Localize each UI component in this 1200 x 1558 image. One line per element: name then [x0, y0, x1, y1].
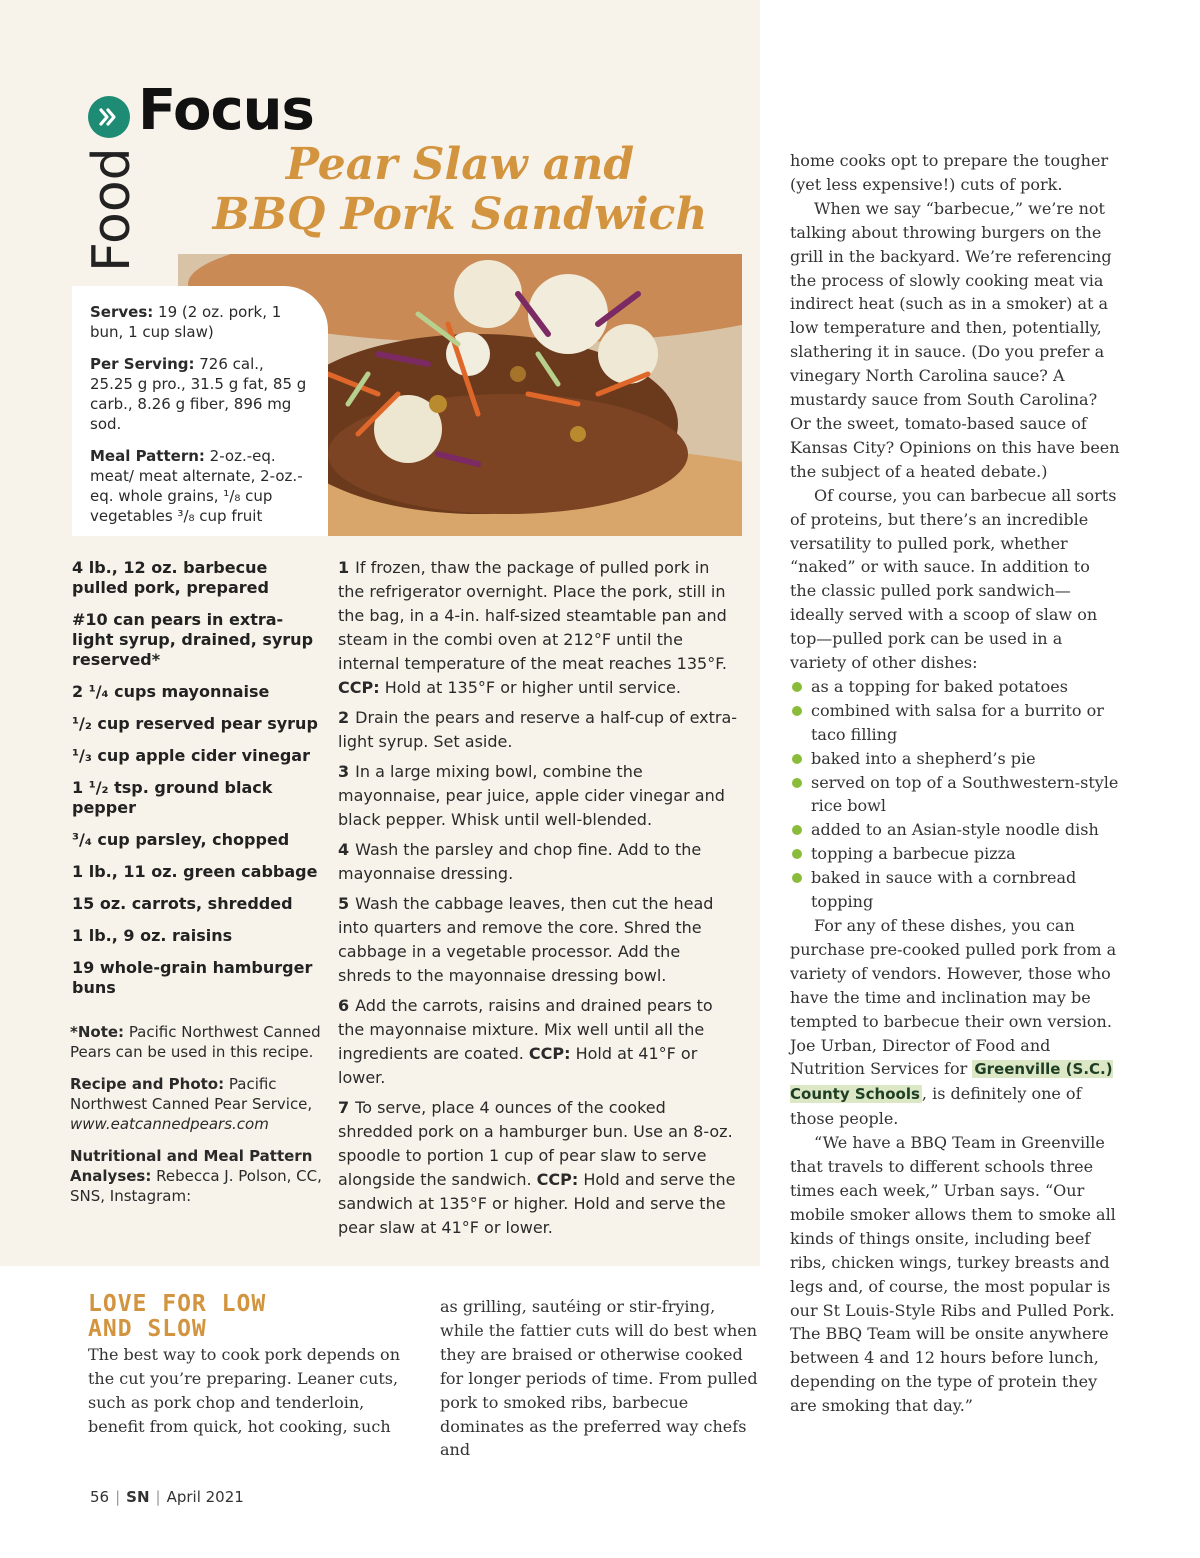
ingredient-item: 1 ¹/₂ tsp. ground black pepper: [72, 778, 273, 817]
list-item: [790, 818, 1120, 842]
article-paragraph: “We have a BBQ Team in Greenville that travels to different schools three times each week,” Urban says. “Our mobile smoker allows them to smoke all kinds of things onsite, including beef ribs, chicken wings, turkey breasts and legs and, of course, the most popular is our St Louis-Style Ribs and Pulled Pork. The BBQ Team will be onsite anywhere between 4 and 12 hours before lunch, depending on the type of protein they are smoking that day.”: [790, 1133, 1116, 1416]
section-label: Food: [82, 147, 142, 272]
list-item-text: combined with salsa for a burrito or taco filling: [811, 700, 1104, 744]
list-item-text: topping a barbecue pizza: [811, 844, 1016, 864]
footer-divider: |: [115, 1488, 121, 1506]
step-text-ccp: Hold at 135°F or higher until service.: [379, 678, 681, 697]
step-number: 1: [338, 558, 350, 577]
article-paragraph: [790, 914, 1120, 1131]
serves-label: Serves:: [90, 303, 154, 321]
recipe-step: [338, 1096, 738, 1240]
ingredient-item: 2 ¹/₄ cups mayonnaise: [72, 682, 270, 701]
ingredient-item: ¹/₂ cup reserved pear syrup: [72, 714, 318, 733]
recipe-title-line1: Pear Slaw and: [285, 139, 635, 190]
analyses-label: Nutritional and Meal Pattern Analyses:: [70, 1147, 313, 1185]
serves-value: 19 (2 oz. pork, 1 bun, 1 cup slaw): [90, 303, 282, 341]
list-item-text: served on top of a Southwestern-style rice bowl: [811, 772, 1119, 816]
article-column-3: [790, 149, 1120, 1418]
ccp-label: CCP:: [536, 1170, 579, 1189]
recipe-title-line2: BBQ Pork Sandwich: [212, 189, 708, 240]
ingredient-item: 15 oz. carrots, shredded: [72, 894, 293, 913]
step-number: 2: [338, 708, 350, 727]
article-heading-line1: LOVE FOR LOW: [88, 1291, 267, 1317]
article-column-2: as grilling, sautéing or stir-frying, while the fattier cuts will do best when they are braised or otherwise cooked for longer periods of time. From pulled pork to smoked ribs, barbecue dominates as the preferred way chefs and: [440, 1297, 758, 1460]
bullet-icon: [792, 825, 802, 835]
article-paragraph: Of course, you can barbecue all sorts of proteins, but there’s an incredible versatility to pulled pork, whether “naked” or with sauce. In addition to the classic pulled pork sandwich—ideally served with a scoop of slaw on top—pulled pork can be used in a variety of other dishes:: [790, 485, 1117, 673]
bullet-icon: [792, 778, 802, 788]
list-item: [790, 771, 1120, 819]
note-text: Pacific Northwest Canned Pears can be used in this recipe.: [70, 1023, 321, 1061]
per-serving-label: Per Serving:: [90, 355, 195, 373]
chevron-right-icon: [88, 96, 130, 138]
bullet-icon: [792, 849, 802, 859]
recipe-steps: [338, 556, 738, 1246]
per-serving-value: 726 cal., 25.25 g pro., 31.5 g fat, 85 g carb., 8.26 g fiber, 896 mg sod.: [90, 355, 307, 433]
serves-info: [90, 302, 310, 342]
recipe-credit: [70, 1074, 330, 1134]
step-text: Add the carrots, raisins and drained pears to the mayonnaise mixture. Mix well until all the ingredients are coated.: [338, 996, 713, 1063]
ingredient-item: 4 lb., 12 oz. barbecue pulled pork, prepared: [72, 558, 269, 597]
list-item-text: baked in sauce with a cornbread topping: [811, 868, 1077, 912]
recipe-step: [338, 892, 738, 988]
recipe-step: [338, 994, 738, 1090]
recipe-credit-label: Recipe and Photo:: [70, 1075, 225, 1093]
recipe-credit-text: Pacific Northwest Canned Pear Service,: [70, 1075, 313, 1113]
list-item: [790, 842, 1120, 866]
nutrition-info-box: [72, 286, 328, 536]
recipe-step: [338, 556, 738, 700]
list-item-text: added to an Asian-style noodle dish: [811, 820, 1099, 840]
recipe-step: [338, 838, 738, 886]
issue-date: April 2021: [166, 1488, 244, 1506]
recipe-step: [338, 760, 738, 832]
step-number: 3: [338, 762, 350, 781]
meal-pattern-label: Meal Pattern:: [90, 447, 205, 465]
ccp-label: CCP:: [338, 678, 380, 697]
highlighted-organization: Greenville (S.C.) County Schools: [790, 1060, 1113, 1104]
bullet-icon: [792, 706, 802, 716]
bullet-icon: [792, 754, 802, 764]
footer-divider: |: [155, 1488, 161, 1506]
recipe-title: [180, 140, 740, 240]
bullet-icon: [792, 682, 802, 692]
section-title: Focus: [138, 78, 314, 143]
step-text: Drain the pears and reserve a half-cup of extra-light syrup. Set aside.: [338, 708, 738, 751]
list-item: [790, 699, 1120, 747]
step-text-ccp: Hold at 41°F or lower.: [338, 1044, 698, 1087]
step-text-ccp: Hold and serve the sandwich at 135°F or higher. Hold and serve the pear slaw at 41°F or lower.: [338, 1170, 736, 1237]
ingredient-item: ¹/₃ cup apple cider vinegar: [72, 746, 310, 765]
note: [70, 1022, 330, 1062]
list-item-text: baked into a shepherd’s pie: [811, 748, 1036, 768]
per-serving-info: [90, 354, 310, 434]
page-number: 56: [90, 1488, 110, 1506]
meal-pattern-value: 2-oz.-eq. meat/ meat alternate, 2-oz.-eq. whole grains, ¹/₈ cup vegetables ³/₈ cup fruit: [90, 447, 303, 525]
ccp-label: CCP:: [528, 1044, 571, 1063]
analyses-text: Rebecca J. Polson, CC, SNS, Instagram:: [70, 1167, 322, 1205]
ingredient-item: 19 whole-grain hamburger buns: [72, 958, 313, 997]
ingredient-item: 1 lb., 11 oz. green cabbage: [72, 862, 318, 881]
step-text: Wash the parsley and chop fine. Add to the mayonnaise dressing.: [338, 840, 702, 883]
step-number: 6: [338, 996, 350, 1015]
step-number: 5: [338, 894, 350, 913]
ingredients-list: [72, 558, 322, 1010]
step-number: 4: [338, 840, 350, 859]
article-column-1: The best way to cook pork depends on the cut you’re preparing. Leaner cuts, such as pork chop and tenderloin, benefit from quick, hot cooking, such: [88, 1345, 400, 1436]
recipe-step: [338, 706, 738, 754]
step-text: To serve, place 4 ounces of the cooked shredded pork on a hamburger bun. Use an 8-oz. spoodle to portion 1 cup of pear slaw to serve alongside the sandwich.: [338, 1098, 733, 1189]
list-item: [790, 747, 1120, 771]
recipe-credit-link[interactable]: www.eatcannedpears.com: [70, 1115, 269, 1133]
ingredient-item: #10 can pears in extra-light syrup, drained, syrup reserved*: [72, 610, 314, 669]
article-heading: [88, 1292, 266, 1342]
ingredient-item: 1 lb., 9 oz. raisins: [72, 926, 233, 945]
analyses-credit: [70, 1146, 330, 1206]
article-heading-line2: AND SLOW: [88, 1316, 207, 1342]
note-label: *Note:: [70, 1023, 125, 1041]
list-item-text: as a topping for baked potatoes: [811, 676, 1068, 696]
article-paragraph: When we say “barbecue,” we’re not talking about throwing burgers on the grill in the backyard. We’re referencing the process of slowly cooking meat via indirect heat (such as in a smoker) at a low temperature and then, potentially, slathering it in sauce. (Do you prefer a vinegary North Carolina sauce? A mustardy sauce from South Carolina? Or the sweet, tomato-based sauce of Kansas City? Opinions on this have been the subject of a heated debate.): [790, 198, 1120, 481]
step-text: If frozen, thaw the package of pulled pork in the refrigerator overnight. Place the pork, still in the bag, in a 4-in. half-sized steamtable pan and steam in the combi oven at 212°F until the internal temperature of the meat reaches 135°F.: [338, 558, 727, 673]
step-text: Wash the cabbage leaves, then cut the head into quarters and remove the core. Shred the cabbage in a vegetable processor. Add the shreds to the mayonnaise dressing bowl.: [338, 894, 714, 985]
magazine-name: SN: [126, 1488, 150, 1506]
article-text: , is definitely one of those people.: [790, 1084, 1082, 1129]
article-paragraph: home cooks opt to prepare the tougher (yet less expensive!) cuts of pork.: [790, 151, 1109, 194]
recipe-notes: [70, 1022, 330, 1218]
list-item: [790, 675, 1120, 699]
dishes-list: [790, 675, 1120, 914]
meal-pattern-info: [90, 446, 310, 526]
step-text: In a large mixing bowl, combine the mayonnaise, pear juice, apple cider vinegar and black pepper. Whisk until well-blended.: [338, 762, 725, 829]
ingredient-item: ³/₄ cup parsley, chopped: [72, 830, 290, 849]
list-item: [790, 866, 1120, 914]
bullet-icon: [792, 873, 802, 883]
article-text: For any of these dishes, you can purchase pre-cooked pulled pork from a variety of vendors. However, those who have the time and inclination may be tempted to barbecue their own version. Joe Urban, Director of Food and Nutrition Services for: [790, 916, 1117, 1079]
page-footer: [90, 1488, 244, 1506]
step-number: 7: [338, 1098, 350, 1117]
